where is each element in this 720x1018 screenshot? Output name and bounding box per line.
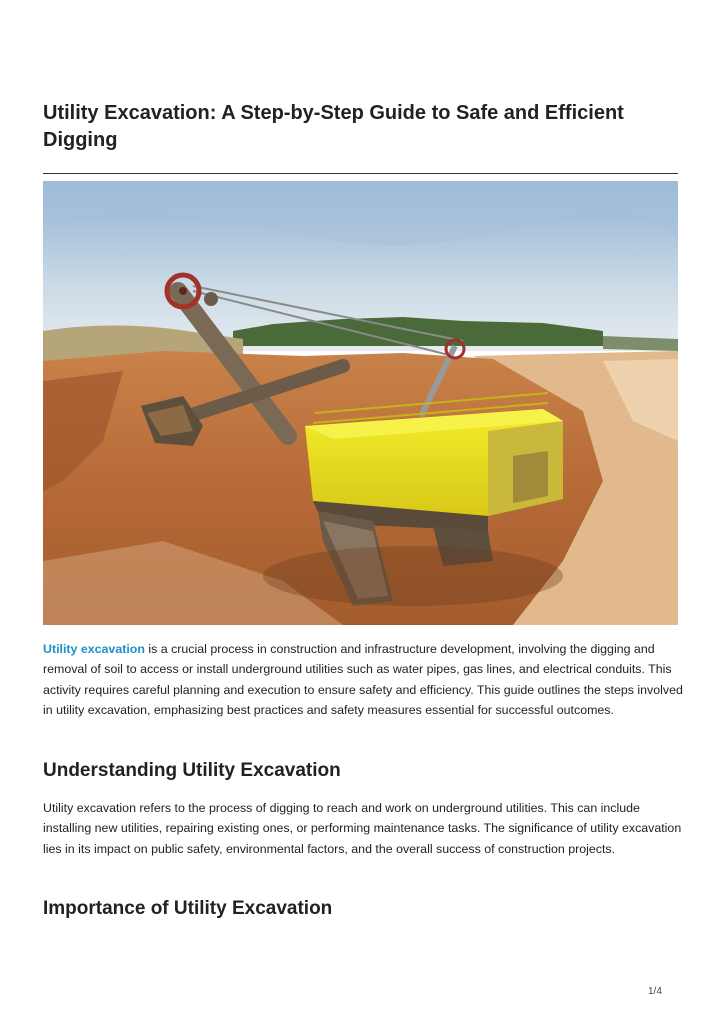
intro-text: is a crucial process in construction and infrastructure development, involving the digging and removal of soil to access or install underground utilities such as water pipes, gas lines, and electrical conduits. This activity requires careful planning and execution to ensure safety and efficiency. This guide outlines the steps involved in utility excavation, emphasizing best practices and safety measures essential for successful outcomes. (43, 642, 683, 717)
title-divider (43, 173, 678, 174)
page-title: Utility Excavation: A Step-by-Step Guide to Safe and Efficient Digging (43, 102, 624, 151)
hero-image (43, 181, 678, 625)
section-body-understanding: Utility excavation refers to the process of digging to reach and work on underground utilities. This can include installing new utilities, repairing existing ones, or performing maintenance tasks. The significance of utility excavation lies in its impact on public safety, environmental factors, and the overall success of construction projects. (43, 801, 682, 856)
section-heading-importance: Importance of Utility Excavation (43, 898, 333, 919)
page-number: 1/4 (648, 986, 662, 997)
utility-excavation-link[interactable]: Utility excavation (43, 642, 145, 656)
intro-paragraph (43, 639, 683, 720)
section-heading-understanding: Understanding Utility Excavation (43, 760, 341, 781)
excavator-photo (43, 181, 678, 625)
